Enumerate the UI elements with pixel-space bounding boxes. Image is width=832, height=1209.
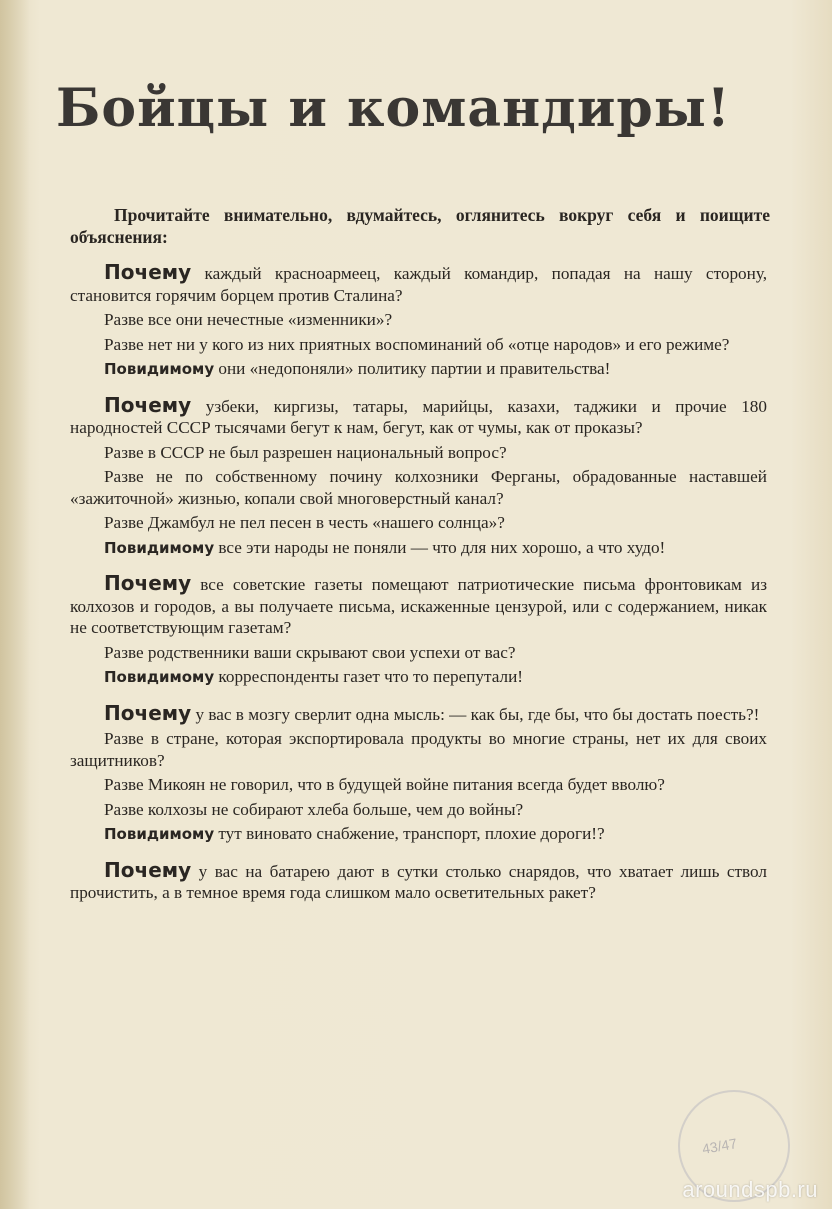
keyword-apparently: Повидимому xyxy=(104,360,215,378)
paragraph xyxy=(70,442,767,464)
paragraph-text: Разве Джамбул не пел песен в честь «нашего солнца»? xyxy=(104,513,505,532)
paragraph-text: Разве нет ни у кого из них приятных воспоминаний об «отце народов» и его режиме? xyxy=(104,334,730,354)
keyword-why: Почему xyxy=(104,392,192,417)
paragraph xyxy=(70,774,767,796)
page-title: Бойцы и командиры! xyxy=(56,78,731,139)
paragraph-text: Разве родственники ваши скрывают свои успехи от вас? xyxy=(104,642,516,662)
paragraph-text: Разве Микоян не говорил, что в будущей войне питания всегда будет вволю? xyxy=(104,775,665,794)
keyword-apparently: Повидимому xyxy=(104,825,215,843)
paragraph-text: Разве колхозы не собирают хлеба больше, чем до войны? xyxy=(104,799,524,819)
paragraph-text: у вас на батарею дают в сутки столько снарядов, что хватает лишь ствол прочистить, а в темное время года слишком мало осветительных ракет? xyxy=(70,861,767,902)
paragraph xyxy=(70,642,767,664)
paragraph-text: все эти народы не поняли — что для них хорошо, а что худо! xyxy=(214,537,666,557)
paragraph xyxy=(70,700,767,726)
paragraph xyxy=(70,392,767,439)
paragraph-text: Разве не по собственному почину колхозники Ферганы, обрадованные наставшей «зажиточной» жизнью, копали свой многоверстный канал? xyxy=(70,467,767,508)
leaflet-body xyxy=(70,262,767,918)
paragraph-text: Разве все они нечестные «изменники»? xyxy=(104,310,393,329)
keyword-why: Почему xyxy=(104,857,192,882)
paragraph-text: узбеки, киргизы, татары, марийцы, казахи, таджики и прочие 180 народностей СССР тысячами бегут к нам, бегут, как от чумы, как от проказы? xyxy=(70,396,767,437)
paper-edge xyxy=(0,0,30,1209)
paragraph-text: Разве в стране, которая экспортировала продукты во многие страны, нет их для своих защитников? xyxy=(70,729,767,770)
paragraph-text: каждый красноармеец, каждый командир, попадая на нашу сторону, становится горячим борцем против Сталина? xyxy=(70,264,767,305)
keyword-apparently: Повидимому xyxy=(104,538,215,557)
question-section xyxy=(70,573,767,689)
stamp-number: 43/47 xyxy=(700,1135,739,1157)
question-section xyxy=(70,262,767,381)
paragraph xyxy=(70,334,767,356)
paragraph xyxy=(70,728,767,771)
paragraph xyxy=(70,309,767,331)
paragraph-text: все советские газеты помещают патриотические письма фронтовикам из колхозов и городов, а вы получаете письма, искаженные цензурой, или с содержанием, никак не соответствующим газетам? xyxy=(70,575,767,637)
paragraph xyxy=(70,262,767,306)
question-section xyxy=(70,700,767,846)
paragraph xyxy=(70,512,767,534)
paragraph xyxy=(70,537,767,560)
keyword-why: Почему xyxy=(104,571,192,595)
paragraph-text: они «недопоняли» политику партии и правительства! xyxy=(214,359,611,378)
paragraph-text: корреспонденты газет что то перепутали! xyxy=(214,667,523,686)
paragraph xyxy=(70,857,767,904)
paragraph xyxy=(70,666,767,689)
paragraph-text: Разве в СССР не был разрешен национальный вопрос? xyxy=(104,442,507,462)
keyword-apparently: Повидимому xyxy=(104,668,215,686)
question-section xyxy=(70,392,767,560)
paragraph xyxy=(70,573,767,639)
paragraph xyxy=(70,823,767,846)
paragraph xyxy=(70,358,767,381)
keyword-why: Почему xyxy=(104,260,192,284)
site-watermark: aroundspb.ru xyxy=(682,1177,818,1202)
paragraph xyxy=(70,799,767,821)
keyword-why: Почему xyxy=(104,700,192,725)
paragraph-text: у вас в мозгу сверлит одна мысль: — как бы, где бы, что бы достать поесть?! xyxy=(191,704,760,724)
question-section xyxy=(70,857,767,904)
intro-paragraph: Прочитайте внимательно, вдумайтесь, оглянитесь вокруг себя и поищите объяснения: xyxy=(70,205,770,247)
paragraph xyxy=(70,466,767,509)
paragraph-text: тут виновато снабжение, транспорт, плохие дороги!? xyxy=(214,824,605,843)
